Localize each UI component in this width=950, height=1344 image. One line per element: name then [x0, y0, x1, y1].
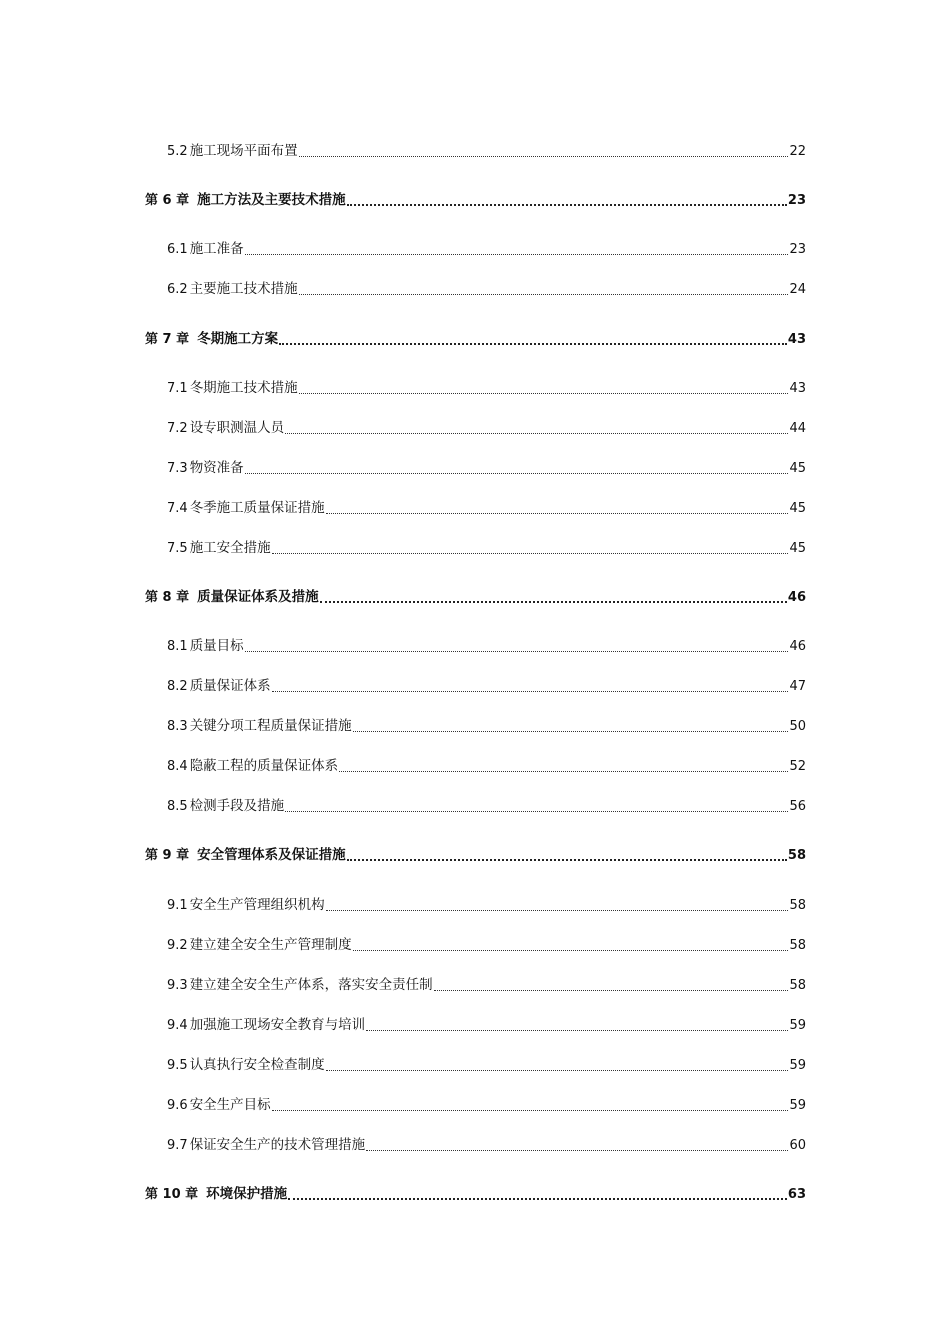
entry-title: 主要施工技术措施: [189, 281, 298, 297]
dot-leader: [347, 204, 787, 206]
entry-page: 59: [789, 1018, 806, 1033]
entry-title: 建立建全安全生产管理制度: [189, 937, 352, 953]
toc-chapter-7[interactable]: [145, 330, 806, 349]
entry-page: 23: [789, 242, 806, 257]
entry-number: 9.2: [167, 938, 188, 953]
chapter-title: 质量保证体系及措施: [197, 589, 319, 605]
toc-entry-9-4[interactable]: [167, 1016, 806, 1035]
dot-leader: [285, 433, 788, 434]
entry-page: 58: [789, 938, 806, 953]
entry-title: 施工准备: [189, 241, 244, 257]
entry-page: 45: [789, 541, 806, 556]
dot-leader: [279, 343, 787, 345]
toc-entry-9-7[interactable]: [167, 1136, 806, 1155]
entry-number: 9.5: [167, 1058, 188, 1073]
dot-leader: [299, 294, 789, 295]
dot-leader: [272, 691, 789, 692]
entry-number: 7.5: [167, 541, 188, 556]
toc-entry-7-1[interactable]: [167, 379, 806, 398]
entry-page: 59: [789, 1058, 806, 1073]
dot-leader: [245, 473, 789, 474]
dot-leader: [285, 811, 788, 812]
toc-entry-7-3[interactable]: [167, 459, 806, 478]
entry-number: 7.3: [167, 461, 188, 476]
entry-number: 8.5: [167, 799, 188, 814]
chapter-number: 第 9 章: [145, 848, 190, 863]
dot-leader: [299, 393, 789, 394]
entry-page: 58: [789, 898, 806, 913]
dot-leader: [245, 254, 789, 255]
entry-page: 22: [789, 144, 806, 159]
entry-number: 7.1: [167, 381, 188, 396]
entry-page: 46: [789, 639, 806, 654]
dot-leader: [326, 513, 789, 514]
entry-number: 8.1: [167, 639, 188, 654]
chapter-page: 46: [787, 590, 806, 605]
entry-page: 47: [789, 679, 806, 694]
chapter-page: 58: [787, 848, 806, 863]
entry-title: 施工现场平面布置: [189, 143, 298, 159]
dot-leader: [339, 771, 788, 772]
entry-page: 58: [789, 978, 806, 993]
chapter-page: 43: [787, 332, 806, 347]
entry-number: 9.7: [167, 1138, 188, 1153]
chapter-number: 第 10 章: [145, 1187, 199, 1202]
chapter-title: 冬期施工方案: [197, 331, 279, 347]
entry-page: 45: [789, 461, 806, 476]
toc-entry-9-6[interactable]: [167, 1096, 806, 1115]
dot-leader: [245, 651, 789, 652]
toc-chapter-6[interactable]: [145, 191, 806, 210]
entry-page: 56: [789, 799, 806, 814]
dot-leader: [272, 553, 789, 554]
entry-title: 安全生产目标: [189, 1097, 271, 1113]
entry-page: 43: [789, 381, 806, 396]
dot-leader: [326, 910, 789, 911]
toc-entry-7-2[interactable]: [167, 419, 806, 438]
toc-entry-8-5[interactable]: [167, 797, 806, 816]
entry-title: 设专职测温人员: [189, 420, 285, 436]
entry-title: 检测手段及措施: [189, 798, 285, 814]
entry-page: 24: [789, 282, 806, 297]
entry-title: 认真执行安全检查制度: [189, 1057, 325, 1073]
entry-title: 加强施工现场安全教育与培训: [189, 1017, 366, 1033]
toc-chapter-8[interactable]: [145, 588, 806, 607]
entry-title: 建立建全安全生产体系，落实安全责任制: [189, 977, 433, 993]
toc-entry-8-4[interactable]: [167, 757, 806, 776]
chapter-page: 23: [787, 193, 806, 208]
dot-leader: [299, 156, 789, 157]
dot-leader: [434, 990, 789, 991]
entry-number: 9.1: [167, 898, 188, 913]
toc-entry-8-3[interactable]: [167, 717, 806, 736]
entry-page: 44: [789, 421, 806, 436]
entry-title: 保证安全生产的技术管理措施: [189, 1137, 366, 1153]
entry-number: 7.4: [167, 501, 188, 516]
entry-title: 质量保证体系: [189, 678, 271, 694]
entry-number: 7.2: [167, 421, 188, 436]
toc-entry-9-1[interactable]: [167, 896, 806, 915]
toc-entry-8-1[interactable]: [167, 637, 806, 656]
dot-leader: [353, 950, 789, 951]
dot-leader: [366, 1030, 788, 1031]
entry-page: 59: [789, 1098, 806, 1113]
dot-leader: [320, 601, 787, 603]
dot-leader: [353, 731, 789, 732]
entry-title: 关键分项工程质量保证措施: [189, 718, 352, 734]
dot-leader: [366, 1150, 788, 1151]
entry-number: 8.2: [167, 679, 188, 694]
entry-title: 隐蔽工程的质量保证体系: [189, 758, 339, 774]
dot-leader: [272, 1110, 789, 1111]
chapter-title: 环境保护措施: [206, 1186, 288, 1202]
entry-title: 冬期施工技术措施: [189, 380, 298, 396]
entry-number: 6.2: [167, 282, 188, 297]
entry-number: 9.3: [167, 978, 188, 993]
entry-title: 安全生产管理组织机构: [189, 897, 325, 913]
toc-entry-8-2[interactable]: [167, 677, 806, 696]
toc-chapter-9[interactable]: [145, 846, 806, 865]
chapter-number: 第 6 章: [145, 193, 190, 208]
entry-title: 冬季施工质量保证措施: [189, 500, 325, 516]
entry-title: 施工安全措施: [189, 540, 271, 556]
entry-page: 60: [789, 1138, 806, 1153]
dot-leader: [347, 859, 787, 861]
entry-number: 8.3: [167, 719, 188, 734]
dot-leader: [288, 1198, 787, 1200]
entry-number: 9.4: [167, 1018, 188, 1033]
toc-entry-9-2[interactable]: [167, 936, 806, 955]
toc-entry-6-2[interactable]: [167, 280, 806, 299]
entry-page: 52: [789, 759, 806, 774]
toc-chapter-10[interactable]: [145, 1185, 806, 1204]
chapter-title: 安全管理体系及保证措施: [197, 847, 346, 863]
entry-number: 6.1: [167, 242, 188, 257]
entry-page: 45: [789, 501, 806, 516]
entry-title: 质量目标: [189, 638, 244, 654]
toc-entry-7-5[interactable]: [167, 539, 806, 558]
toc-entry-7-4[interactable]: [167, 499, 806, 518]
chapter-number: 第 7 章: [145, 332, 190, 347]
toc-entry-9-5[interactable]: [167, 1056, 806, 1075]
toc-entry-5-2[interactable]: [167, 142, 806, 161]
entry-number: 5.2: [167, 144, 188, 159]
dot-leader: [326, 1070, 789, 1071]
chapter-page: 63: [787, 1187, 806, 1202]
entry-number: 8.4: [167, 759, 188, 774]
toc-entry-9-3[interactable]: [167, 976, 806, 995]
chapter-title: 施工方法及主要技术措施: [197, 192, 346, 208]
toc-entry-6-1[interactable]: [167, 240, 806, 259]
entry-number: 9.6: [167, 1098, 188, 1113]
entry-title: 物资准备: [189, 460, 244, 476]
chapter-number: 第 8 章: [145, 590, 190, 605]
entry-page: 50: [789, 719, 806, 734]
